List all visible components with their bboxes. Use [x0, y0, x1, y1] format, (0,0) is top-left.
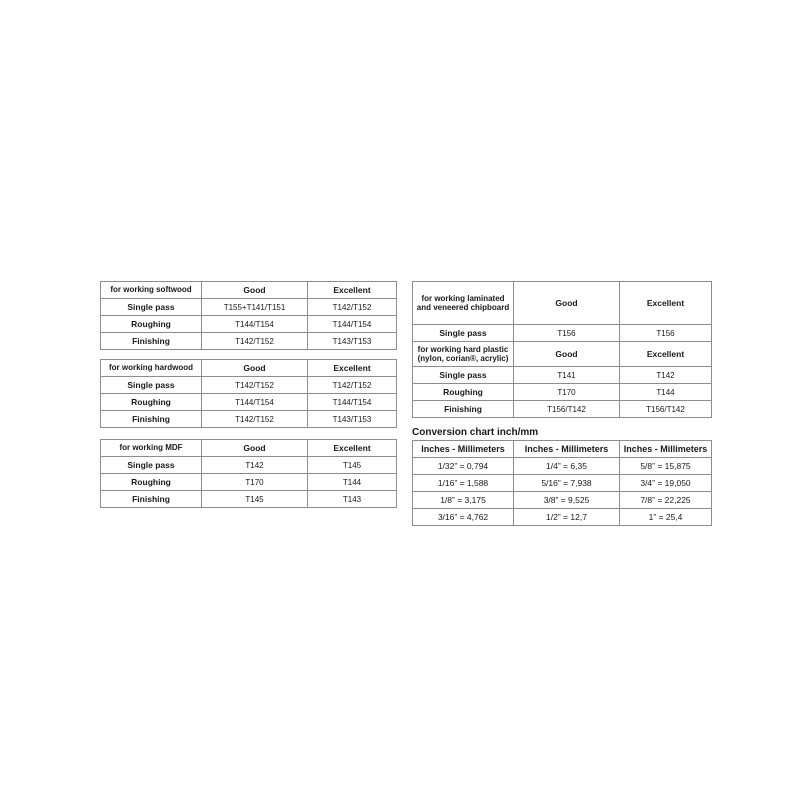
table-header-row — [413, 441, 712, 458]
conversion-chart-block — [412, 427, 712, 526]
table-row — [101, 377, 397, 394]
softwood-col-excellent: Excellent — [308, 282, 397, 299]
table-row — [413, 384, 712, 401]
table-row — [413, 458, 712, 475]
mdf-col-excellent: Excellent — [308, 440, 397, 457]
mdf-label: for working MDF — [101, 440, 202, 457]
conversion-cell: 7/8” = 22,225 — [620, 492, 712, 509]
conversion-cell: 1/4” = 6,35 — [514, 458, 620, 475]
cell-good: T142/T152 — [202, 411, 308, 428]
cell-good: T142 — [202, 457, 308, 474]
table-row — [413, 475, 712, 492]
cell-excellent: T142/T152 — [308, 377, 397, 394]
row-label: Single pass — [413, 367, 514, 384]
table-row — [101, 457, 397, 474]
cell-good: T141 — [514, 367, 620, 384]
conversion-header-1: Inches - Millimeters — [413, 441, 514, 458]
conversion-cell: 3/4” = 19,050 — [620, 475, 712, 492]
mdf-col-good: Good — [202, 440, 308, 457]
row-label: Roughing — [101, 316, 202, 333]
chipboard-col-good: Good — [514, 282, 620, 325]
table-row — [413, 492, 712, 509]
table-row — [101, 333, 397, 350]
conversion-cell: 3/8” = 9,525 — [514, 492, 620, 509]
cell-good: T142/T152 — [202, 377, 308, 394]
cell-excellent: T142 — [620, 367, 712, 384]
cell-excellent: T145 — [308, 457, 397, 474]
cell-good: T145 — [202, 491, 308, 508]
hardwood-table — [100, 359, 397, 428]
softwood-label: for working softwood — [101, 282, 202, 299]
table-header-row — [101, 282, 397, 299]
cell-excellent: T142/T152 — [308, 299, 397, 316]
cell-good: T170 — [202, 474, 308, 491]
cell-excellent: T144 — [308, 474, 397, 491]
conversion-cell: 1/16” = 1,588 — [413, 475, 514, 492]
table-row — [101, 411, 397, 428]
table-header-row — [101, 440, 397, 457]
conversion-chart-title: Conversion chart inch/mm — [412, 427, 539, 438]
chipboard-table — [412, 281, 712, 342]
plastic-label: for working hard plastic (nylon, corian®, acrylic) — [413, 342, 514, 367]
softwood-table — [100, 281, 397, 350]
plastic-col-good: Good — [514, 342, 620, 367]
cell-excellent: T156 — [620, 325, 712, 342]
conversion-cell: 5/8” = 15,875 — [620, 458, 712, 475]
cell-good: T142/T152 — [202, 333, 308, 350]
cell-excellent: T143 — [308, 491, 397, 508]
row-label: Single pass — [101, 299, 202, 316]
cell-excellent: T144/T154 — [308, 394, 397, 411]
conversion-cell: 1/2” = 12,7 — [514, 509, 620, 526]
table-row — [413, 509, 712, 526]
chipboard-table-block — [412, 281, 712, 342]
table-header-row — [413, 282, 712, 325]
plastic-table-block — [412, 341, 712, 418]
mdf-table — [100, 439, 397, 508]
row-label: Single pass — [101, 457, 202, 474]
cell-excellent: T143/T153 — [308, 411, 397, 428]
row-label: Finishing — [101, 333, 202, 350]
row-label: Roughing — [101, 474, 202, 491]
table-row — [101, 394, 397, 411]
conversion-table — [412, 440, 712, 526]
cell-good: T144/T154 — [202, 394, 308, 411]
conversion-cell: 1/32” = 0,794 — [413, 458, 514, 475]
table-row — [101, 491, 397, 508]
table-row — [101, 316, 397, 333]
conversion-cell: 5/16” = 7,938 — [514, 475, 620, 492]
table-row — [413, 401, 712, 418]
cell-good: T155+T141/T151 — [202, 299, 308, 316]
plastic-col-excellent: Excellent — [620, 342, 712, 367]
row-label: Roughing — [413, 384, 514, 401]
hardwood-table-block — [100, 359, 397, 428]
cell-good: T144/T154 — [202, 316, 308, 333]
table-header-row — [101, 360, 397, 377]
softwood-table-block — [100, 281, 397, 350]
softwood-col-good: Good — [202, 282, 308, 299]
row-label: Finishing — [101, 491, 202, 508]
conversion-cell: 1” = 25,4 — [620, 509, 712, 526]
chipboard-label: for working laminated and veneered chipboard — [413, 282, 514, 325]
table-row — [413, 325, 712, 342]
conversion-cell: 1/8” = 3,175 — [413, 492, 514, 509]
cell-excellent: T144 — [620, 384, 712, 401]
conversion-header-2: Inches - Millimeters — [514, 441, 620, 458]
cell-good: T170 — [514, 384, 620, 401]
table-row — [101, 299, 397, 316]
cell-good: T156 — [514, 325, 620, 342]
hardwood-col-excellent: Excellent — [308, 360, 397, 377]
conversion-cell: 3/16” = 4,762 — [413, 509, 514, 526]
row-label: Finishing — [413, 401, 514, 418]
row-label: Single pass — [413, 325, 514, 342]
table-row — [413, 367, 712, 384]
mdf-table-block — [100, 439, 397, 508]
cell-good: T156/T142 — [514, 401, 620, 418]
row-label: Finishing — [101, 411, 202, 428]
cell-excellent: T144/T154 — [308, 316, 397, 333]
hardwood-col-good: Good — [202, 360, 308, 377]
cell-excellent: T143/T153 — [308, 333, 397, 350]
conversion-header-3: Inches - Millimeters — [620, 441, 712, 458]
hardwood-label: for working hardwood — [101, 360, 202, 377]
row-label: Roughing — [101, 394, 202, 411]
table-header-row — [413, 342, 712, 367]
cell-excellent: T156/T142 — [620, 401, 712, 418]
chipboard-col-excellent: Excellent — [620, 282, 712, 325]
plastic-table — [412, 341, 712, 418]
row-label: Single pass — [101, 377, 202, 394]
table-row — [101, 474, 397, 491]
